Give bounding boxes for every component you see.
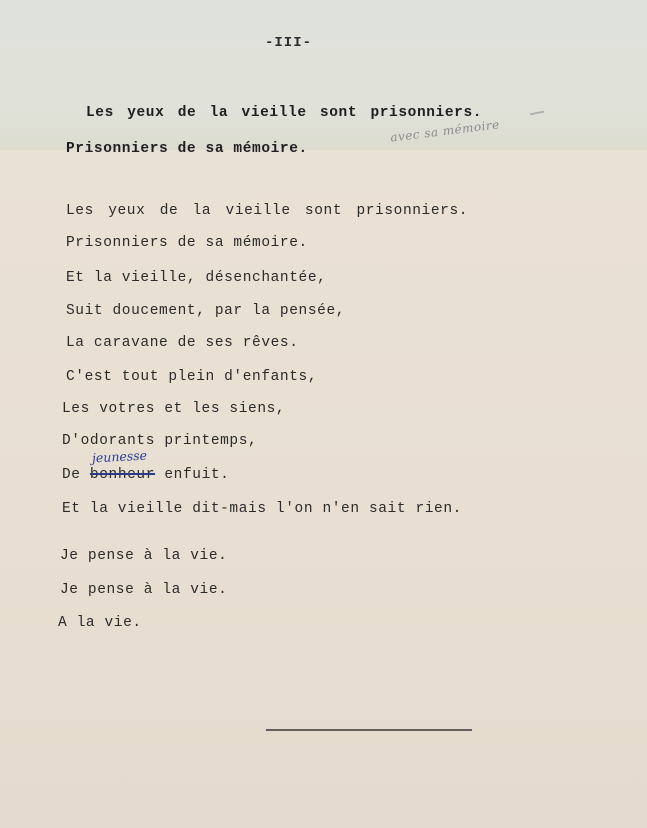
top-sheet — [0, 0, 647, 150]
poem-line-7: Les votres et les siens, — [62, 401, 286, 417]
refrain-line-1: Je pense à la vie. — [60, 548, 228, 564]
poem-line-2: Prisonniers de sa mémoire. — [66, 235, 308, 251]
poem-line-4: Suit doucement, par la pensée, — [66, 303, 346, 319]
poem-line-6: C'est tout plein d'enfants, — [66, 369, 318, 385]
refrain-line-3: A la vie. — [58, 615, 142, 631]
top-stanza-line-1: Les yeux de la vieille sont prisonniers. — [86, 105, 483, 121]
poem-line-1: Les yeux de la vieille sont prisonniers. — [66, 203, 469, 219]
poem-line-9 — [62, 467, 229, 483]
poem-line-9-suffix: enfuit. — [164, 467, 230, 483]
top-stanza-line-2: Prisonniers de sa mémoire. — [66, 141, 308, 157]
pencil-annotation: avec sa mémoire — [389, 117, 501, 145]
poem-line-10: Et la vieille dit-mais l'on n'en sait rien. — [62, 501, 462, 517]
closing-rule — [266, 729, 472, 731]
lower-sheet — [0, 150, 647, 828]
poem-line-3: Et la vieille, désenchantée, — [66, 270, 327, 286]
poem-line-9-prefix: De — [62, 467, 81, 483]
refrain-line-2: Je pense à la vie. — [60, 582, 228, 598]
poem-line-5: La caravane de ses rêves. — [66, 335, 299, 351]
poem-line-8: D'odorants printemps, — [62, 433, 258, 449]
struck-word: bonheur — [89, 467, 156, 483]
ink-correction: jeunesse — [91, 447, 148, 466]
section-heading: -III- — [265, 35, 313, 51]
